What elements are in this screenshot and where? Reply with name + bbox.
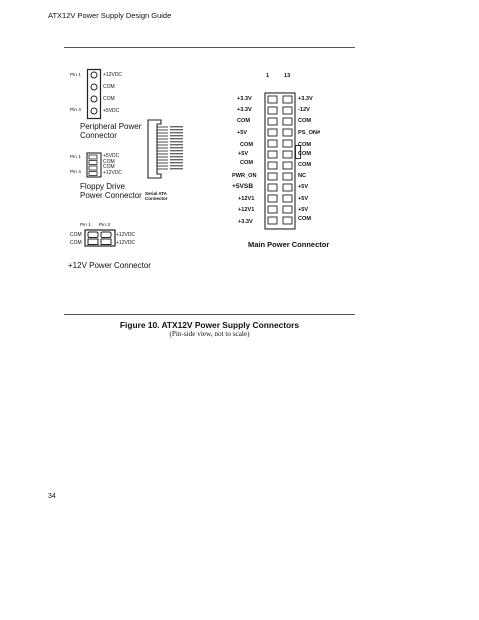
main-right-3: COM	[298, 118, 312, 124]
peripheral-connector-name-1: Peripheral Power	[80, 122, 142, 131]
floppy-pin-3: COM	[103, 164, 115, 170]
peripheral-pin1-label: Pin 1	[70, 73, 81, 78]
sata-connector-name-1: Serial ATA	[145, 191, 167, 196]
main-right-5: COM	[298, 142, 312, 148]
main-left-6: +5V	[238, 151, 249, 157]
main-left-10: +12V1	[238, 196, 255, 202]
p12v-pin1-label: Pin 1	[80, 223, 91, 228]
main-left-3: COM	[237, 118, 251, 124]
main-left-8: PWR_ON	[232, 173, 257, 179]
sata-connector-name-2: Connector	[145, 196, 168, 201]
figure-bottom-rule	[64, 314, 355, 315]
floppy-connector-shape	[86, 152, 102, 178]
main-right-6: COM	[298, 151, 312, 157]
peripheral-pin-1: +12VDC	[103, 72, 123, 78]
p12v-right-1: +12VDC	[116, 232, 136, 238]
main-connector-name: Main Power Connector	[248, 240, 330, 249]
main-left-4: +5V	[237, 130, 248, 136]
main-left-2: +3.3V	[237, 107, 252, 113]
p12v-left-2: COM	[70, 240, 82, 246]
figure-subcaption: (Pin-side view, not to scale)	[169, 330, 250, 338]
main-left-12: +3.3V	[238, 219, 253, 225]
main-left-11: +12V1	[238, 207, 255, 213]
peripheral-pin-4: +5VDC	[103, 108, 120, 114]
main-left-7: COM	[240, 160, 254, 166]
page-number: 34	[48, 493, 56, 500]
p12v-left-1: COM	[70, 232, 82, 238]
main-pin13-label: 13	[284, 73, 291, 79]
p12v-connector-name: +12V Power Connector	[68, 261, 151, 270]
peripheral-pin-2: COM	[103, 84, 115, 90]
main-connector-shape	[264, 92, 296, 230]
main-right-9: +5V	[298, 184, 309, 190]
main-right-11: +5V	[298, 207, 309, 213]
floppy-connector-name-2: Power Connector	[80, 191, 142, 200]
main-right-4: PS_ON#	[298, 130, 321, 136]
p12v-pin3-label: Pin 3	[99, 223, 110, 228]
main-left-1: +3.3V	[237, 96, 252, 102]
p12v-right-2: +12VDC	[116, 240, 136, 246]
floppy-pin-4: +12VDC	[103, 170, 123, 176]
peripheral-pin4-label: Pin 4	[70, 108, 81, 113]
p12v-connector-shape	[84, 229, 116, 247]
main-right-10: +5V	[298, 196, 309, 202]
sata-connector-shape	[146, 118, 186, 190]
main-right-12: COM	[298, 216, 312, 222]
peripheral-connector-shape	[86, 68, 102, 120]
main-right-2: -12V	[298, 107, 310, 113]
main-left-9: +5VSB	[232, 183, 254, 190]
figure-caption: Figure 10. ATX12V Power Supply Connectors	[119, 320, 300, 330]
peripheral-connector-name-2: Connector	[80, 131, 117, 140]
floppy-connector-name-1: Floppy Drive	[80, 182, 125, 191]
floppy-pin4-label: Pin 4	[70, 170, 81, 175]
main-right-8: NC	[298, 173, 307, 179]
floppy-pin1-label: Pin 1	[70, 155, 81, 160]
peripheral-pin-3: COM	[103, 96, 115, 102]
floppy-pin-2: COM	[103, 159, 115, 165]
main-right-7: COM	[298, 162, 312, 168]
main-right-1: +3.3V	[298, 96, 313, 102]
floppy-pin-1: +5VDC	[103, 153, 120, 159]
main-pin1-label: 1	[266, 73, 270, 79]
figure-top-rule	[64, 47, 355, 48]
main-left-5: COM	[240, 142, 254, 148]
page-header: ATX12V Power Supply Design Guide	[48, 11, 172, 20]
